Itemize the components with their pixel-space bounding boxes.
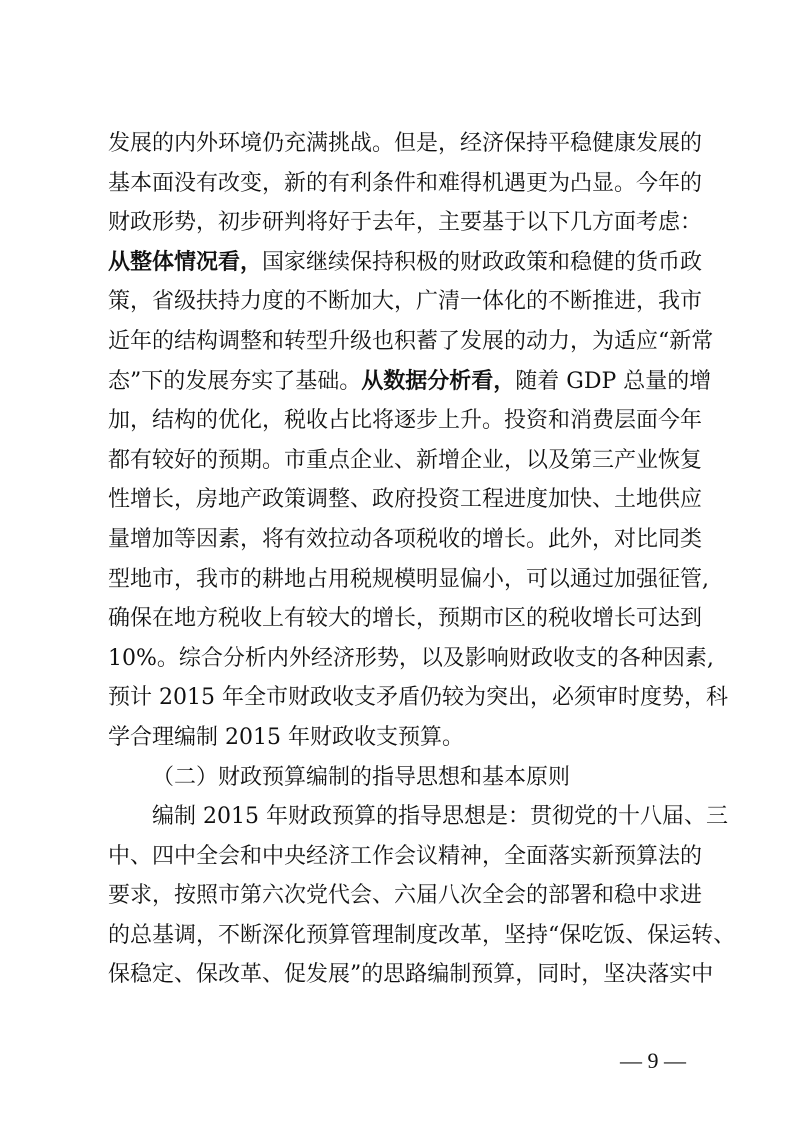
text-line: 量增加等因素，将有效拉动各项税收的增长。此外，对比同类 bbox=[108, 526, 703, 552]
text-line: 保稳定、保改革、促发展”的思路编制预算，同时，坚决落实中 bbox=[108, 962, 714, 988]
text-line: 近年的结构调整和转型升级也积蓄了发展的动力，为适应“新常 bbox=[108, 328, 714, 354]
text-line bbox=[108, 362, 712, 402]
text-line: 的总基调，不断深化预算管理制度改革，坚持“保吃饭、保运转、 bbox=[108, 922, 736, 948]
text-line: 型地市，我市的耕地占用税规模明显偏小，可以通过加强征管, bbox=[108, 566, 709, 592]
text-line: 策，省级扶持力度的不断加大，广清一体化的不断推进，我市 bbox=[108, 289, 703, 315]
section-heading: （二）财政预算编制的指导思想和基本原则 bbox=[152, 764, 571, 790]
text-line: 预计 2015 年全市财政收支矛盾仍较为突出，必须审时度势，科 bbox=[108, 685, 728, 711]
text-line: 确保在地方税收上有较大的增长，预期市区的税收增长可达到 bbox=[108, 606, 703, 632]
text-line: 发展的内外环境仍充满挑战。但是，经济保持平稳健康发展的 bbox=[108, 131, 703, 156]
text-line: 都有较好的预期。市重点企业、新增企业，以及第三产业恢复 bbox=[108, 447, 703, 473]
bold-phrase-data: 从数据分析看， bbox=[361, 368, 516, 394]
text-line: 加，结构的优化，税收占比将逐步上升。投资和消费层面今年 bbox=[108, 408, 703, 434]
text-line: 中、四中全会和中央经济工作会议精神，全面落实新预算法的 bbox=[108, 843, 703, 869]
text-segment: 随着 GDP 总量的增 bbox=[515, 368, 712, 394]
text-line: 要求，按照市第六次党代会、六届八次全会的部署和稳中求进 bbox=[108, 883, 703, 909]
text-line: 学合理编制 2015 年财政收支预算。 bbox=[108, 724, 464, 750]
document-body bbox=[108, 124, 736, 995]
text-line: 编制 2015 年财政预算的指导思想是：贯彻党的十八届、三 bbox=[152, 804, 728, 830]
text-line: 基本面没有改变，新的有利条件和难得机遇更为凸显。今年的 bbox=[108, 170, 703, 196]
page-number: — 9 — bbox=[620, 1048, 686, 1073]
bold-phrase-overall: 从整体情况看， bbox=[108, 249, 263, 275]
paragraph-1 bbox=[108, 124, 728, 758]
text-line: 10%。综合分析内外经济形势，以及影响财政收支的各种因素, bbox=[108, 645, 714, 671]
text-line: 性增长，房地产政策调整、政府投资工程进度加快、土地供应 bbox=[108, 487, 703, 513]
text-line: 财政形势，初步研判将好于去年，主要基于以下几方面考虑： bbox=[108, 210, 703, 236]
paragraph-2 bbox=[108, 797, 736, 995]
text-segment: 态”下的发展夯实了基础。 bbox=[108, 368, 362, 394]
text-line bbox=[108, 243, 703, 283]
text-segment: 国家继续保持积极的财政政策和稳健的货币政 bbox=[262, 249, 703, 275]
